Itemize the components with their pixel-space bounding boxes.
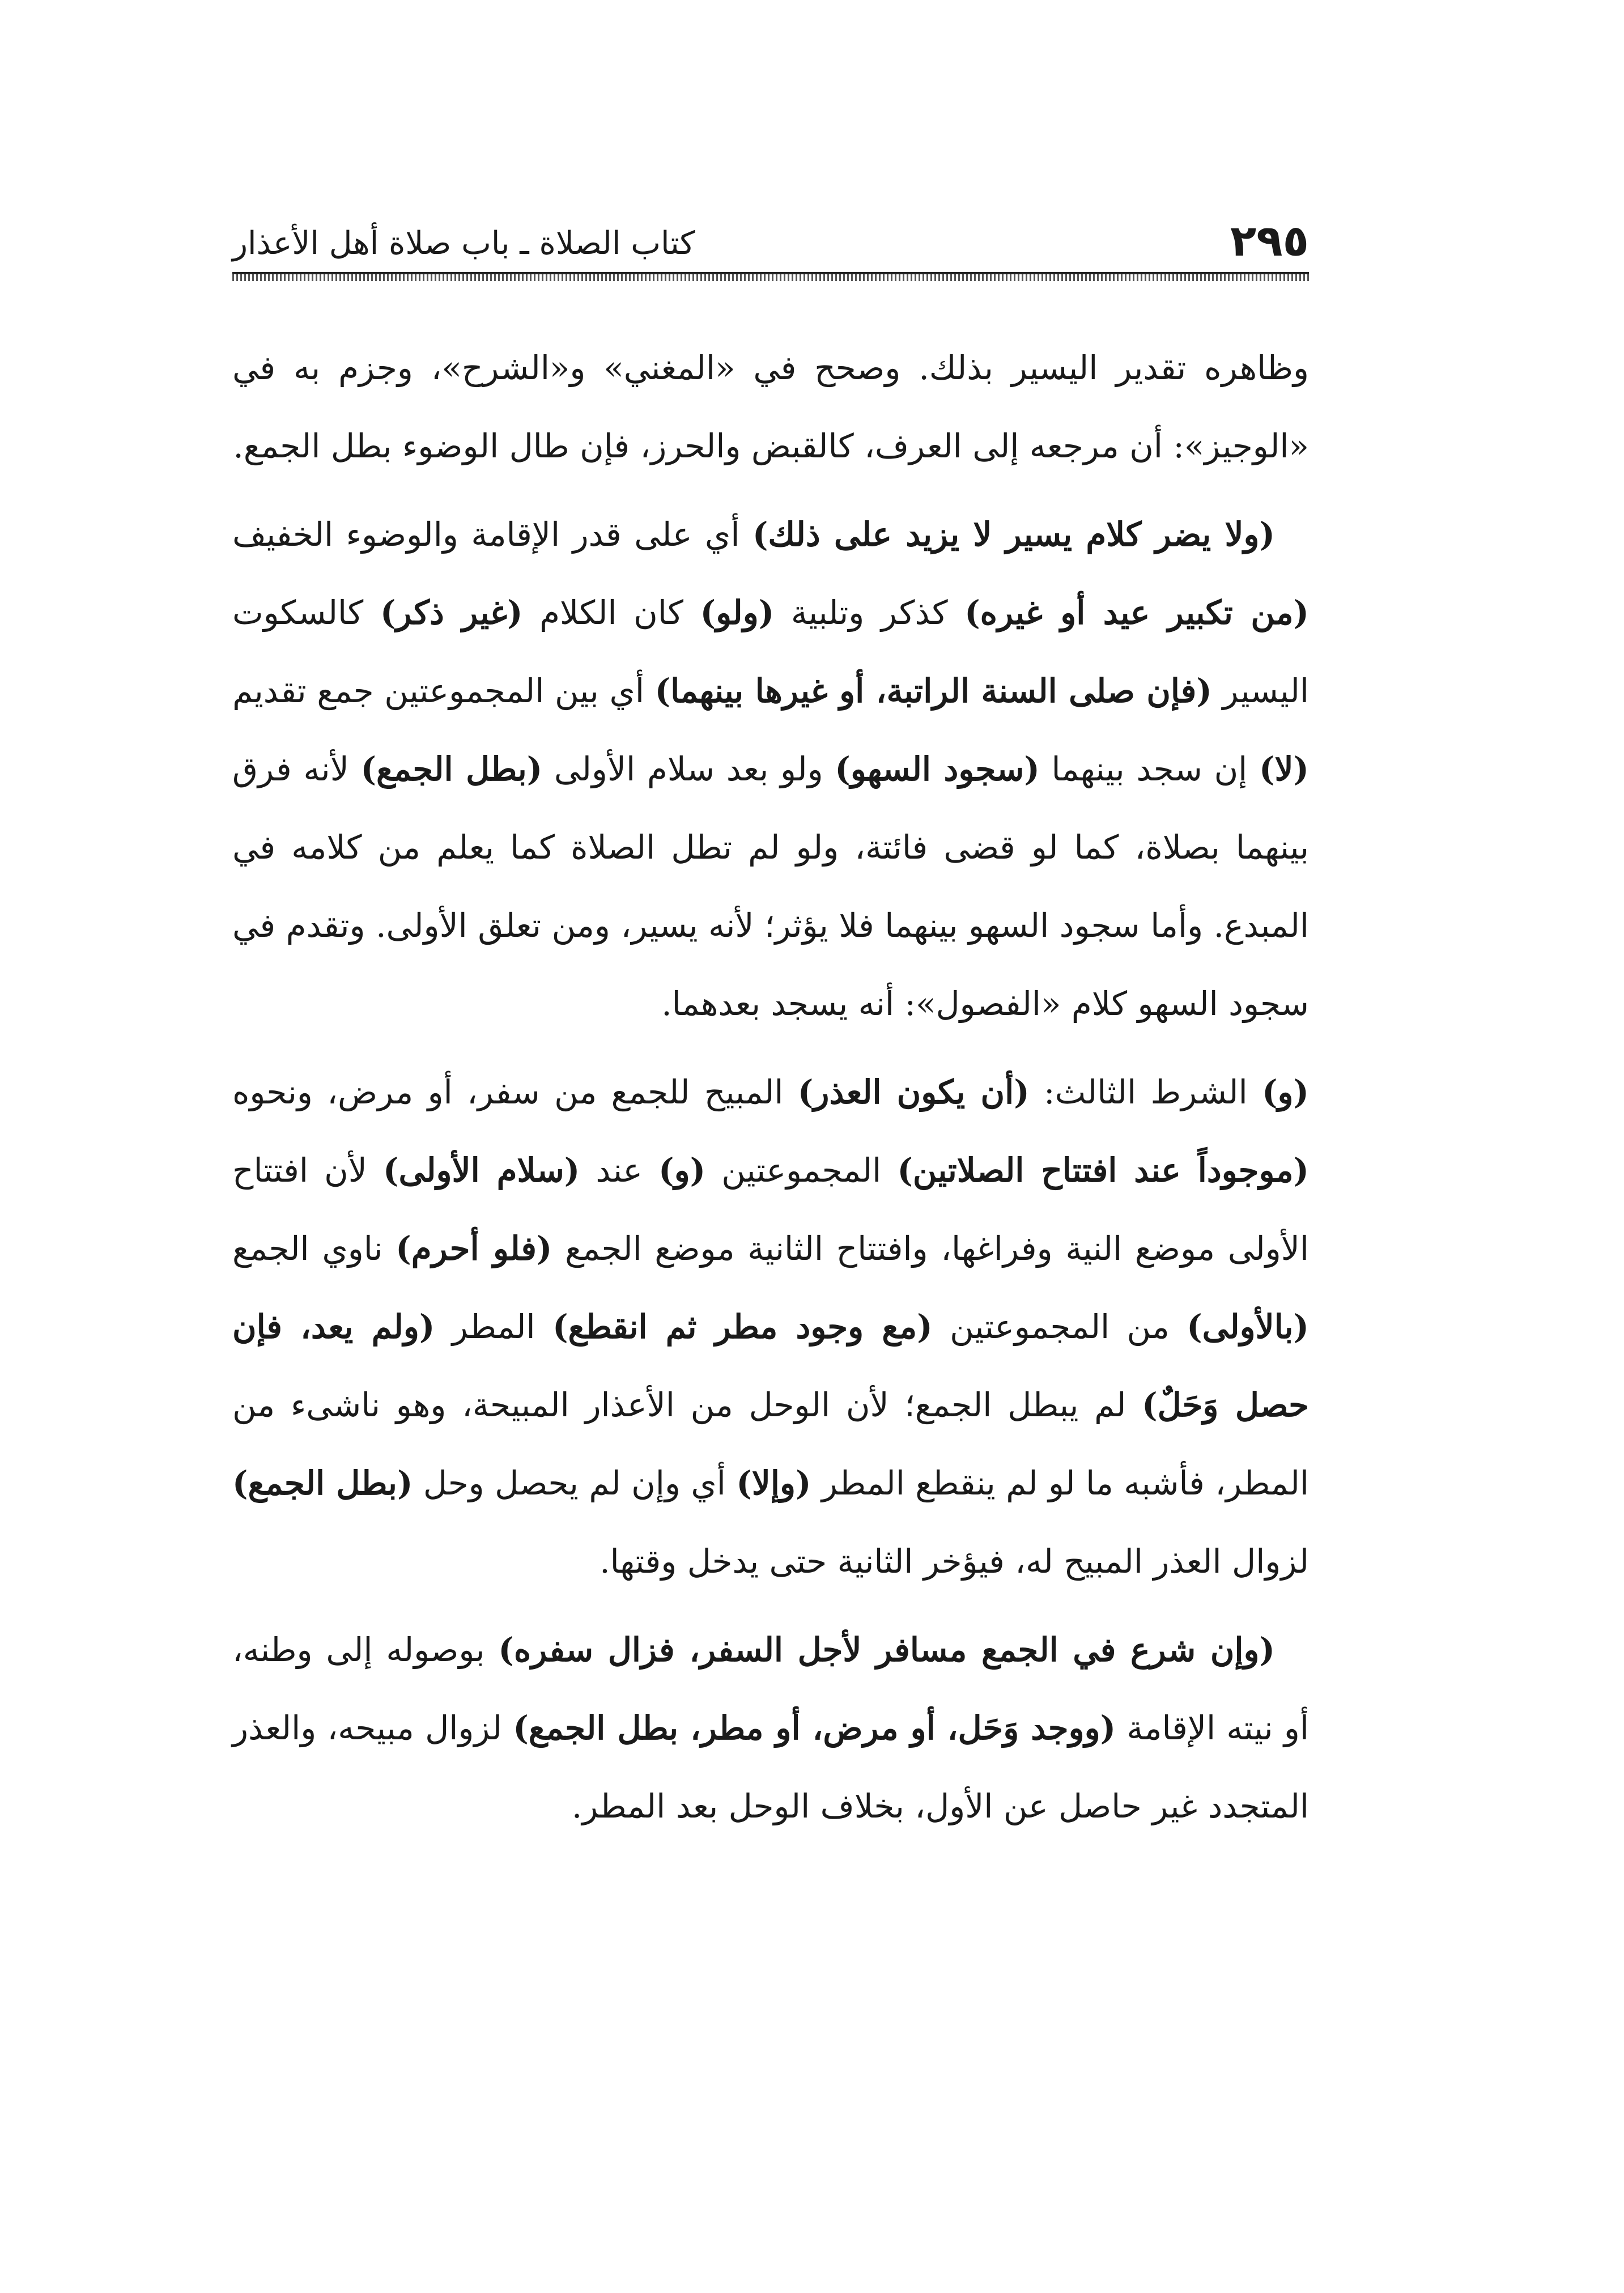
matn-text: (سلام الأولى) [383, 1151, 580, 1190]
matn-text: (فإن صلى السنة الراتبة، أو غيرها بينهما) [654, 672, 1212, 710]
sharh-text: لم يبطل الجمع؛ لأن الوحل من الأعذار المبيحة، وهو ناشىء من المطر، فأشبه ما لو لم ينقطع المطر [232, 1386, 1309, 1502]
sharh-text: الشرط الثالث: [1029, 1073, 1262, 1111]
matn-text: (فلو أحرم) [396, 1229, 552, 1268]
sharh-text: لزوال العذر المبيح له، فيؤخر الثانية حتى يدخل وقتها. [600, 1542, 1309, 1581]
sharh-text: كالسكوت اليسير [232, 593, 1309, 710]
paragraph-2 [232, 495, 1309, 1043]
sharh-text: لزوال مبيحه، والعذر المتجدد غير حاصل عن الأول، بخلاف الوحل بعد المطر. [232, 1709, 1309, 1825]
sharh-text: لأن افتتاح الأولى موضع النية وفراغها، وافتتاح الثانية موضع الجمع [232, 1151, 1309, 1268]
sharh-text: من المجموعتين [932, 1307, 1187, 1346]
matn-text: (ووجد وَحَل، أو مرض، أو مطر، بطل الجمع) [513, 1709, 1116, 1747]
matn-text: (لا) [1259, 750, 1309, 788]
matn-text: (مع وجود مطر ثم انقطع) [552, 1307, 933, 1346]
matn-text: (سجود السهو) [835, 750, 1040, 788]
body-text [232, 329, 1309, 1855]
sharh-text: إن سجد بينهما [1039, 750, 1260, 788]
matn-text: (وإلا) [736, 1464, 811, 1502]
sharh-text: ولو بعد سلام الأولى [542, 750, 835, 788]
matn-text: (موجوداً عند افتتاح الصلاتين) [897, 1151, 1309, 1190]
sharh-text: لأنه فرق بينهما بصلاة، كما لو قضى فائتة، ولو لم تطل الصلاة كما يعلم من كلامه في المبدع. وأما سجود السهو بينهما فلا يؤثر؛ لأنه يسير، ومن تعلق الأولى. وتقدم في سجود السهو كلام «الفصول»: أنه يسجد بعدهما. [232, 750, 1309, 1023]
matn-text: (و) [658, 1151, 706, 1190]
paragraph-4 [232, 1611, 1309, 1845]
matn-text: (بطل الجمع) [232, 1464, 413, 1502]
matn-text: (و) [1262, 1073, 1309, 1111]
matn-text: (أن يكون العذر) [797, 1073, 1030, 1111]
page-header [232, 210, 1309, 272]
page-number: ٢٩٥ [1230, 215, 1309, 266]
sharh-text: وظاهره تقدير اليسير بذلك. وصحح في «المغني» و«الشرح»، وجزم به في «الوجيز»: أن مرجعه إلى العرف، كالقبض والحرز، فإن طال الوضوء بطل الجمع. [232, 349, 1309, 465]
sharh-text: أي وإن لم يحصل وحل [413, 1464, 737, 1502]
sharh-text: عند [580, 1151, 659, 1190]
matn-text: (ولم يعد، فإن حصل وَحَلٌ) [232, 1307, 1310, 1424]
matn-text: (من تكبير عيد أو غيره) [964, 593, 1309, 632]
sharh-text: المطر [435, 1307, 553, 1346]
matn-text: (ولا يضر كلام يسير لا يزيد على ذلك) [752, 515, 1275, 554]
sharh-text: بوصوله إلى وطنه، أو نيته الإقامة [232, 1630, 1309, 1747]
sharh-text: أي على قدر الإقامة والوضوء الخفيف [232, 515, 753, 554]
matn-text: (ولو) [700, 593, 775, 632]
sharh-text: كذكر وتلبية [774, 593, 965, 632]
sharh-text: المجموعتين [705, 1151, 898, 1190]
matn-text: (بالأولى) [1187, 1307, 1309, 1346]
sharh-text: المبيح للجمع من سفر، أو مرض، ونحوه [232, 1073, 798, 1111]
sharh-text: ناوي الجمع [232, 1229, 396, 1268]
matn-text: (غير ذكر) [380, 593, 523, 632]
matn-text: (وإن شرع في الجمع مسافر لأجل السفر، فزال سفره) [498, 1630, 1275, 1669]
matn-text: (بطل الجمع) [360, 750, 543, 788]
sharh-text: كان الكلام [522, 593, 700, 632]
running-title: كتاب الصلاة ـ باب صلاة أهل الأعذار [232, 225, 695, 262]
sharh-text: أي بين المجموعتين جمع تقديم [232, 672, 655, 710]
header-rule [232, 272, 1309, 281]
paragraph-1 [232, 329, 1309, 485]
paragraph-3 [232, 1053, 1309, 1600]
